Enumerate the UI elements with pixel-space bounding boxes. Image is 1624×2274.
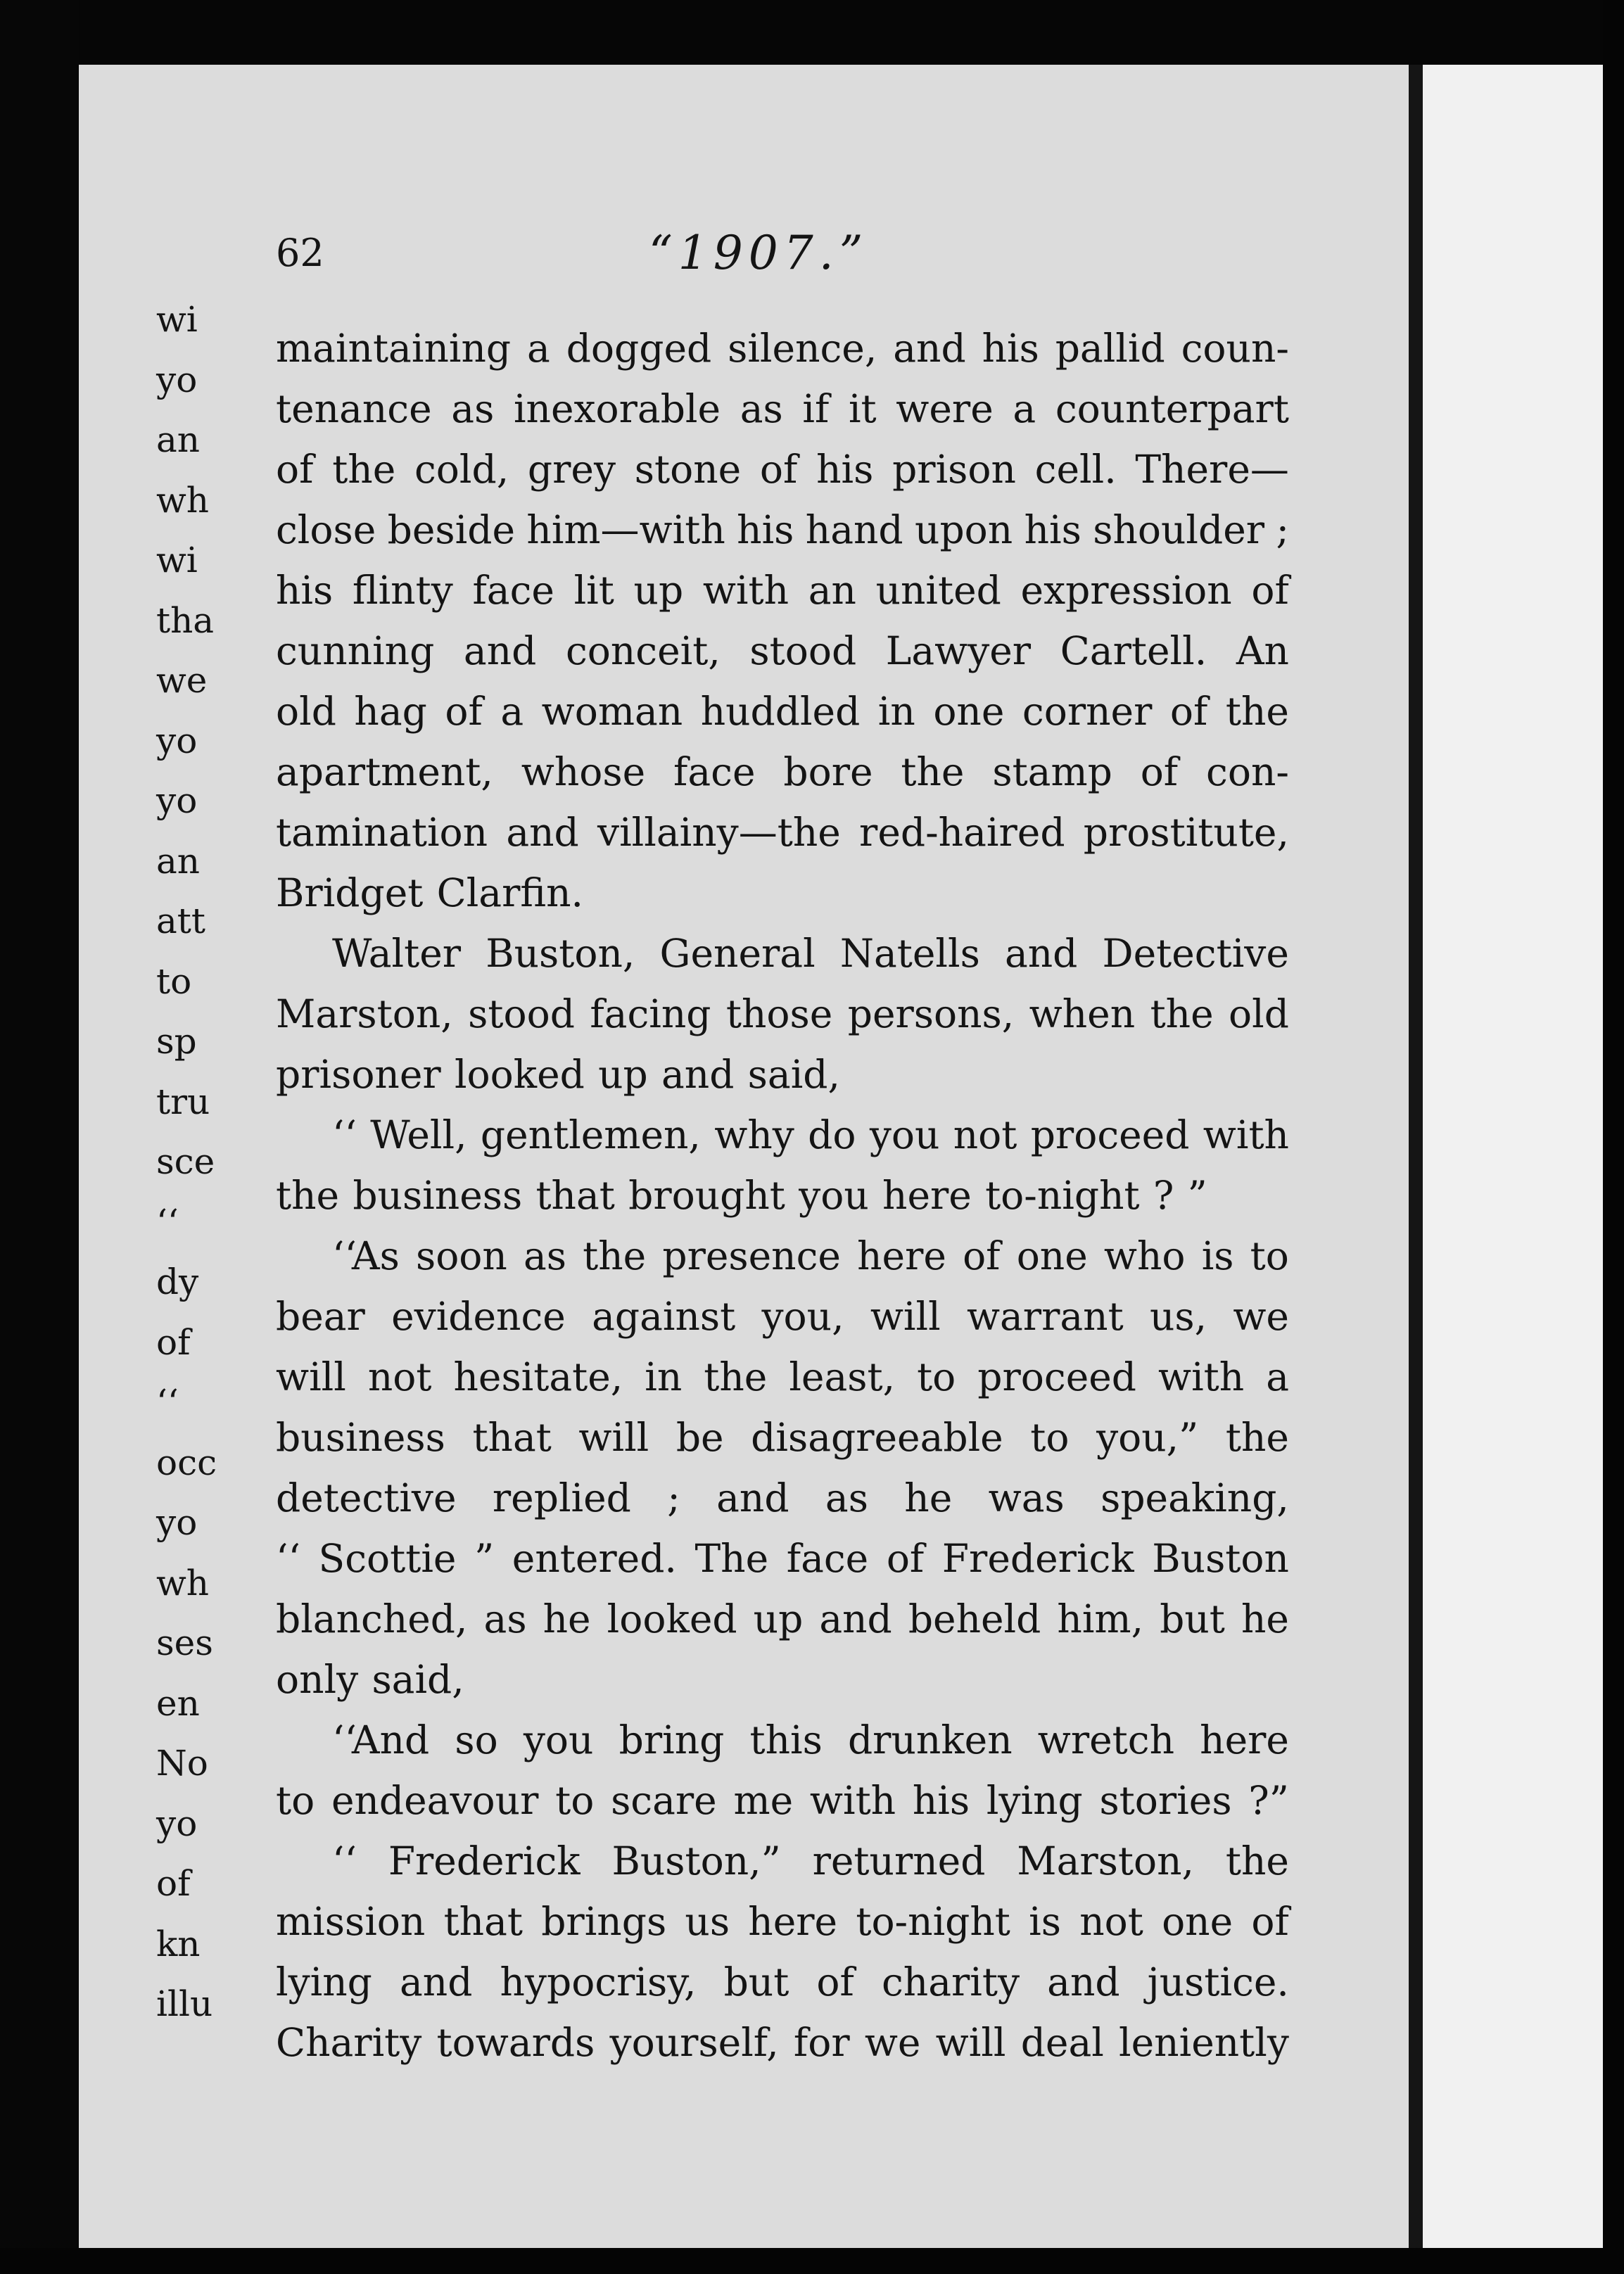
facing-page-fragment: wi: [156, 299, 198, 340]
text-line: ‘‘ Frederick Buston,” returned Marston, the: [332, 1838, 1289, 1884]
facing-page-fragment: we: [156, 660, 208, 701]
running-title: “1907.”: [649, 226, 869, 280]
text-line: will not hesitate, in the least, to proceed with a: [276, 1354, 1289, 1399]
facing-page-fragment: yo: [156, 720, 198, 761]
text-line: ‘‘ Well, gentlemen, why do you not proceed with: [332, 1112, 1289, 1157]
facing-page-fragment: yo: [156, 1803, 198, 1844]
facing-page-fragment: No: [156, 1743, 208, 1784]
text-line: Charity towards yourself, for we will deal leniently: [276, 2020, 1289, 2065]
facing-page-fragment: tha: [156, 599, 215, 641]
text-line: maintaining a dogged silence, and his pallid coun-: [276, 326, 1289, 371]
facing-page-fragment: ‘‘: [156, 1382, 179, 1423]
facing-page-fragment: yo: [156, 359, 198, 400]
page-header: [276, 225, 1289, 281]
text-line: Walter Buston, General Natells and Detective: [332, 931, 1289, 976]
text-line: blanched, as he looked up and beheld him, but he: [276, 1596, 1289, 1641]
facing-page-fragment: of: [156, 1863, 191, 1904]
facing-page-fragment: att: [156, 901, 205, 941]
text-line: prisoner looked up and said,: [276, 1052, 840, 1097]
text-line: tamination and villainy—the red-haired prostitute,: [276, 810, 1289, 855]
text-line: bear evidence against you, will warrant us, we: [276, 1294, 1289, 1339]
facing-page-fragment: wi: [156, 540, 198, 580]
facing-page-fragment: illu: [156, 1983, 213, 2024]
facing-page-fragment: tru: [156, 1081, 210, 1122]
text-line: of the cold, grey stone of his prison cell. There—: [276, 447, 1289, 492]
text-line: his flinty face lit up with an united expression of: [276, 568, 1289, 613]
facing-page-text: [156, 290, 217, 2035]
text-line: ‘‘And so you bring this drunken wretch here: [332, 1717, 1289, 1762]
text-line: Marston, stood facing those persons, when the old: [276, 991, 1289, 1036]
facing-page-fragment: wh: [156, 479, 209, 521]
facing-page-fragment: ses: [156, 1622, 213, 1663]
text-line: cunning and conceit, stood Lawyer Cartell. An: [276, 628, 1289, 673]
facing-page-fragment: wh: [156, 1562, 209, 1603]
text-line: detective replied ; and as he was speaking,: [276, 1475, 1289, 1520]
facing-page-fragment: kn: [156, 1923, 201, 1964]
text-line: ‘‘ Scottie ” entered. The face of Frederick Buston: [276, 1536, 1289, 1581]
book-gutter: [1409, 65, 1423, 2248]
facing-page-fragment: sp: [156, 1021, 197, 1062]
facing-page-fragment: dy: [156, 1262, 199, 1302]
facing-page-fragment: en: [156, 1682, 200, 1724]
text-line: ‘‘As soon as the presence here of one who is to: [332, 1233, 1289, 1278]
facing-page-fragment: an: [156, 419, 201, 460]
text-line: old hag of a woman huddled in one corner of the: [276, 689, 1289, 734]
text-line: close beside him—with his hand upon his shoulder ;: [276, 507, 1289, 552]
scan-border-right: [1603, 0, 1624, 2274]
scan-border-bottom: [0, 2248, 1624, 2274]
facing-page: [1423, 65, 1603, 2248]
facing-page-fragment: yo: [156, 1502, 198, 1543]
page-number: 62: [276, 231, 324, 275]
facing-page-fragment: occ: [156, 1442, 217, 1483]
text-line: to endeavour to scare me with his lying stories ?”: [276, 1778, 1289, 1823]
text-line: the business that brought you here to-night ? ”: [276, 1173, 1207, 1218]
facing-page-fragment: yo: [156, 780, 198, 821]
text-line: tenance as inexorable as if it were a counterpart: [276, 386, 1289, 431]
text-line: business that will be disagreeable to you,” the: [276, 1415, 1289, 1460]
text-line: only said,: [276, 1657, 464, 1702]
facing-page-fragment: to: [156, 960, 192, 1002]
facing-page-fragment: ‘‘: [156, 1201, 179, 1243]
body-text: [276, 318, 1289, 2073]
text-line: lying and hypocrisy, but of charity and justice.: [276, 1959, 1289, 2005]
scan-border-left: [0, 0, 79, 2274]
scan-border-top: [0, 0, 1624, 65]
facing-page-fragment: of: [156, 1321, 191, 1363]
facing-page-fragment: an: [156, 840, 201, 882]
facing-page-fragment: sce: [156, 1141, 215, 1182]
text-line: mission that brings us here to-night is not one of: [276, 1899, 1289, 1944]
text-line: Bridget Clarfin.: [276, 870, 583, 915]
text-line: apartment, whose face bore the stamp of con-: [276, 749, 1289, 794]
